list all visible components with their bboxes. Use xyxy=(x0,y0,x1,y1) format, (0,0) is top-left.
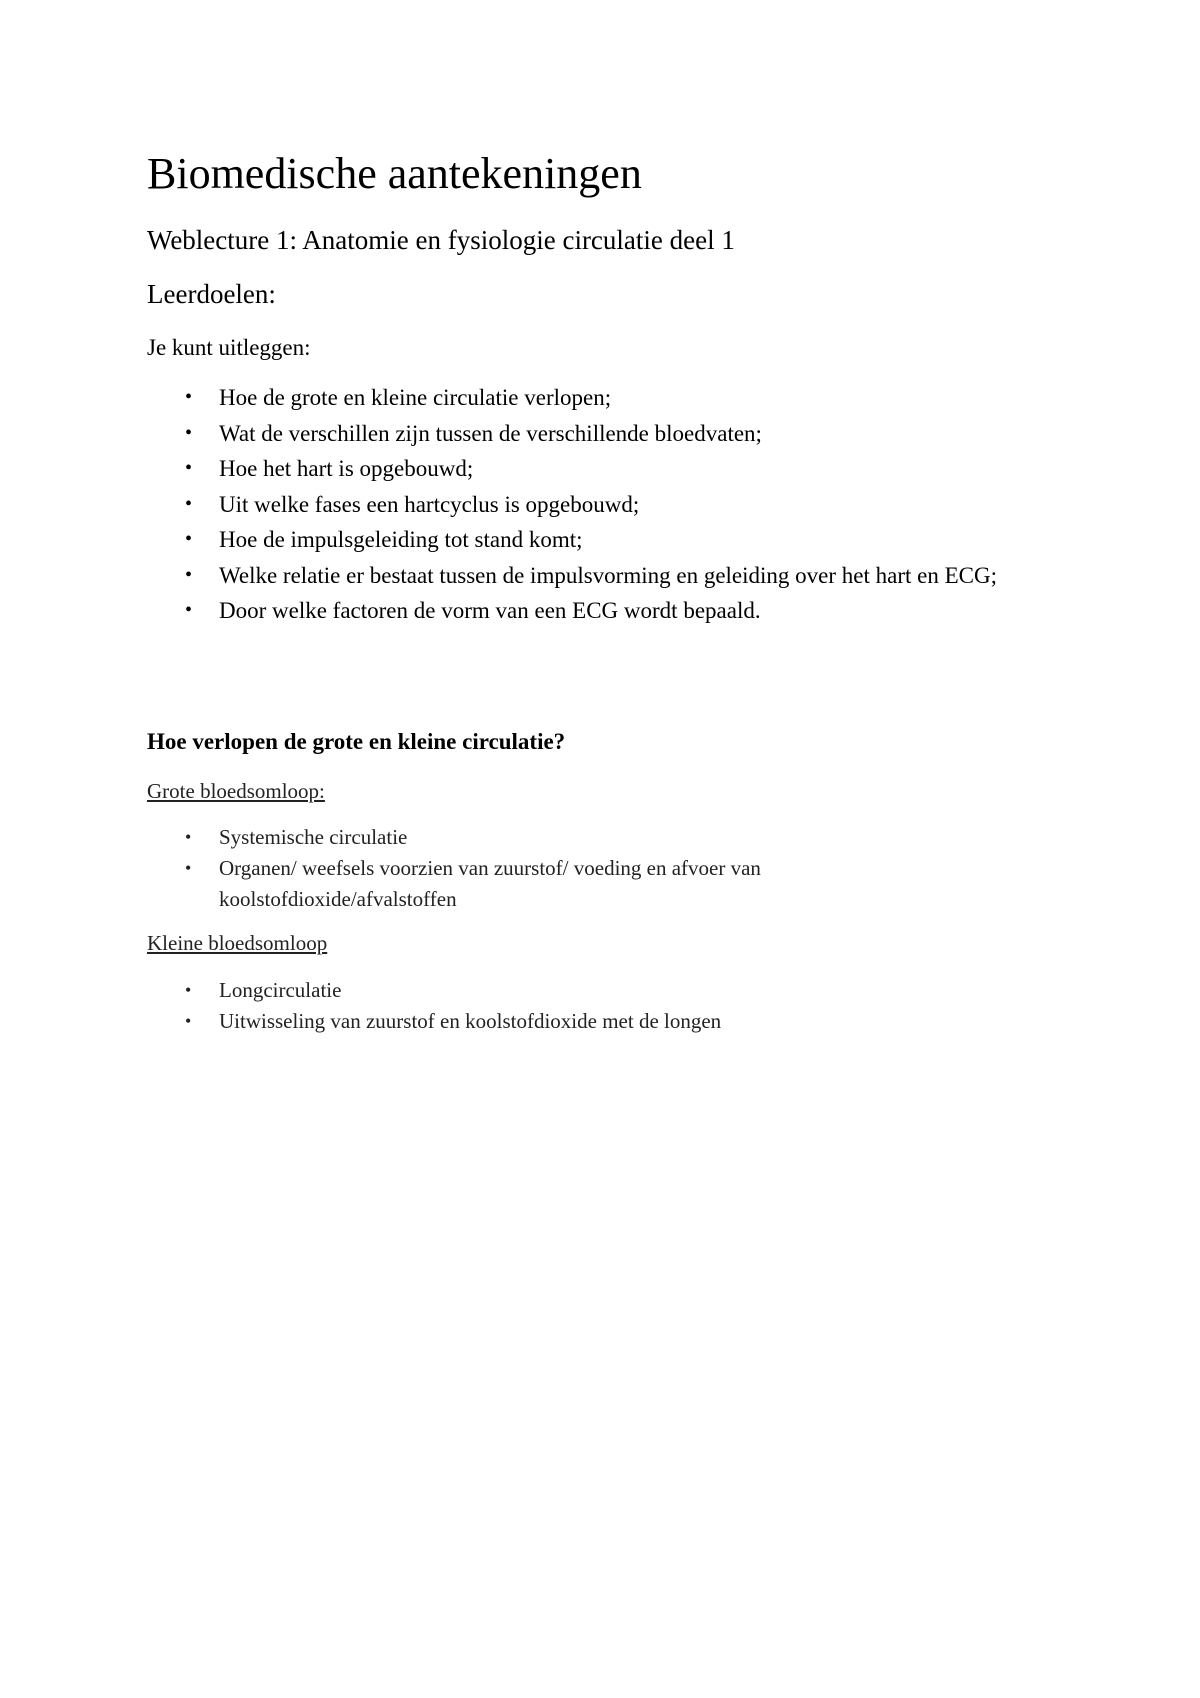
section-heading-circulatie: Hoe verlopen de grote en kleine circulatie? xyxy=(147,729,566,754)
leerdoelen-label: Leerdoelen: xyxy=(147,279,276,309)
bullet-icon: • xyxy=(185,492,193,515)
document-subtitle: Weblecture 1: Anatomie en fysiologie circulatie deel 1 xyxy=(147,225,735,255)
list-item-text: Systemische circulatie xyxy=(219,825,408,849)
learning-goals-list xyxy=(147,380,1047,629)
list-item xyxy=(147,558,1047,594)
list-item-text: Hoe het hart is opgebouwd; xyxy=(219,456,474,481)
list-item xyxy=(147,487,1047,523)
list-item-text: Hoe de impulsgeleiding tot stand komt; xyxy=(219,527,583,552)
bullet-icon: • xyxy=(185,563,193,586)
list-item xyxy=(147,1006,867,1037)
bullet-icon: • xyxy=(185,421,193,444)
bullet-icon: • xyxy=(185,386,193,408)
kleine-bloedsomloop-list xyxy=(147,975,867,1037)
bullet-icon: • xyxy=(185,528,193,550)
intro-text: Je kunt uitleggen: xyxy=(147,335,311,360)
bullet-icon: • xyxy=(185,457,193,479)
kleine-bloedsomloop-heading: Kleine bloedsomloop xyxy=(147,931,328,955)
list-item-text: Welke relatie er bestaat tussen de impulsvorming en geleiding over het hart en ECG; xyxy=(219,562,997,588)
bullet-icon: • xyxy=(185,1011,192,1031)
document-title: Biomedische aantekeningen xyxy=(147,149,642,198)
bullet-icon: • xyxy=(185,599,193,621)
grote-bloedsomloop-heading: Grote bloedsomloop: xyxy=(147,779,325,803)
list-item-text: Hoe de grote en kleine circulatie verlopen; xyxy=(219,385,612,410)
list-item xyxy=(147,975,867,1006)
list-item-text: Wat de verschillen zijn tussen de verschillende bloedvaten; xyxy=(219,420,762,446)
list-item xyxy=(147,380,1047,416)
bullet-icon: • xyxy=(185,827,192,847)
list-item xyxy=(147,593,1047,629)
list-item-text: Door welke factoren de vorm van een ECG wordt bepaald. xyxy=(219,598,761,623)
bullet-icon: • xyxy=(185,980,192,1000)
bullet-icon: • xyxy=(185,858,192,878)
list-item xyxy=(147,822,867,853)
list-item-text: Uitwisseling van zuurstof en koolstofdioxide met de longen xyxy=(219,1009,722,1033)
grote-bloedsomloop-list xyxy=(147,822,867,915)
list-item xyxy=(147,853,867,915)
list-item-text: Organen/ weefsels voorzien van zuurstof/ voeding en afvoer van koolstofdioxide/afvalstoffen xyxy=(219,856,761,911)
list-item xyxy=(147,522,1047,558)
list-item-text: Longcirculatie xyxy=(219,978,342,1002)
list-item xyxy=(147,416,1047,452)
list-item xyxy=(147,451,1047,487)
list-item-text: Uit welke fases een hartcyclus is opgebouwd; xyxy=(219,491,640,517)
